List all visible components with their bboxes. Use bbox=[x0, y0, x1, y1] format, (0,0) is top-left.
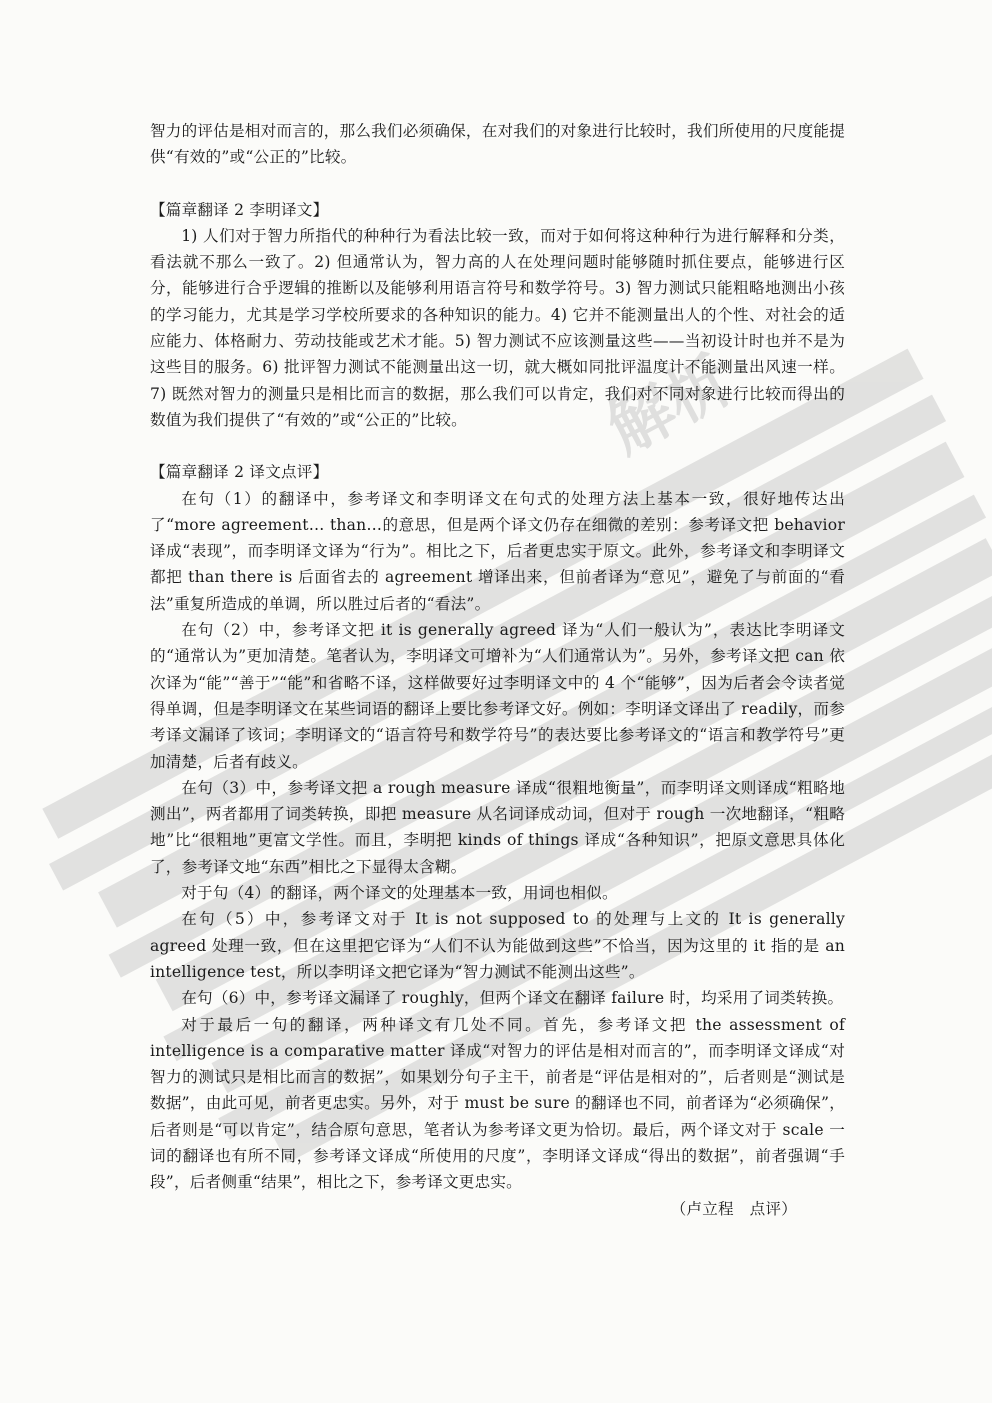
review-paragraph: 对于句（4）的翻译，两个译文的处理基本一致，用词也相似。 bbox=[181, 884, 618, 903]
review-paragraph: 在句（3）中，参考译文把 a rough measure 译成“很粗地衡量”，而李明译文则译成“粗略地测出”，两者都用了词类转换，即把 measure 从名词译成动词，但对于 rough 一次地翻译，“粗略地”比“很粗地”更富文学性。而且，李明把 kinds of things 译成“各种知识”，把原文意思具体化了，参考译文地“东西”相比之下显得太含糊。 bbox=[150, 778, 845, 876]
review-paragraph: 在句（5）中，参考译文对于 It is not supposed to 的处理与上文的 It is generally agreed 处理一致，但在这里把它译为“人们不认为能做到这些”不恰当，因为这里的 it 指的是 an intelligence test，所以李明译文把它译为“智力测试不能测出这些”。 bbox=[150, 910, 845, 981]
document-page bbox=[150, 118, 845, 1222]
watermark-text: 解析 bbox=[596, 342, 745, 469]
review-paragraph: 在句（6）中，参考译文漏译了 roughly，但两个译文在翻译 failure 时，均采用了词类转换。 bbox=[181, 989, 844, 1008]
review-signature: （卢立程 点评） bbox=[670, 1199, 797, 1218]
section-heading-translation-review: 【篇章翻译 2 译文点评】 bbox=[150, 463, 329, 482]
review-paragraph: 在句（2）中，参考译文把 it is generally agreed 译为“人们一般认为”，表达比李明译文的“通常认为”更加清楚。笔者认为，李明译文可增补为“人们通常认为”。另外，参考译文把 can 依次译为“能”“善于”“能”和省略不译，这样做要好过李明译文中的 4 个“能够”，因为后者会令读者觉得单调，但是李明译文在某些词语的翻译上要比参考译文好。例如：李明译文译出了 readily，而参考译文漏译了该词；李明译文的“语言符号和数学符号”的表达要比参考译文的“语言和教学符号”更加清楚，后者有歧义。 bbox=[150, 621, 845, 771]
intro-paragraph: 智力的评估是相对而言的，那么我们必须确保，在对我们的对象进行比较时，我们所使用的尺度能提供“有效的”或“公正的”比较。 bbox=[150, 122, 845, 167]
review-paragraph: 对于最后一句的翻译，两种译文有几处不同。首先，参考译文把 the assessment of intelligence is a comparative matter 译成“对智力的评估是相对而言的”，而李明译文译成“对智力的测试只是相比而言的数据”，如果划分句子主干，前者是“评估是相对的”，后者则是“测试是数据”，由此可见，前者更忠实。另外，对于 must be sure 的翻译也不同，前者译为“必须确保”，后者则是“可以肯定”，结合原句意思，笔者认为参考译文更为恰切。最后，两个译文对于 scale 一词的翻译也有所不同，参考译文译成“所使用的尺度”，李明译文译成“得出的数据”，前者强调“手段”，后者侧重“结果”，相比之下，参考译文更忠实。 bbox=[150, 1015, 845, 1192]
section-heading-li-ming-translation: 【篇章翻译 2 李明译文】 bbox=[150, 200, 329, 219]
li-ming-translation-text: 1) 人们对于智力所指代的种种行为看法比较一致，而对于如何将这种种行为进行解释和分类，看法就不那么一致了。2) 但通常认为，智力高的人在处理问题时能够随时抓住要点，能够进行区分，能够进行合乎逻辑的推断以及能够利用语言符号和数学符号。3) 智力测试只能粗略地测出小孩的学习能力，尤其是学习学校所要求的各种知识的能力。4) 它并不能测量出人的个性、对社会的适应能力、体格耐力、劳动技能或艺术才能。5) 智力测试不应该测量这些——当初设计时也并不是为这些目的服务。6) 批评智力测试不能测量出这一切，就大概如同批评温度计不能测量出风速一样。7) 既然对智力的测量只是相比而言的数据，那么我们可以肯定，我们对不同对象进行比较而得出的数值为我们提供了“有效的”或“公正的”比较。 bbox=[150, 226, 845, 429]
review-paragraph: 在句（1）的翻译中，参考译文和李明译文在句式的处理方法上基本一致，很好地传达出了“more agreement… than…的意思，但是两个译文仍存在细微的差别：参考译文把 behavior 译成“表现”，而李明译文译为“行为”。相比之下，后者更忠实于原文。此外，参考译文和李明译文都把 than there is 后面省去的 agreement 增译出来，但前者译为“意见”，避免了与前面的“看法”重复所造成的单调，所以胜过后者的“看法”。 bbox=[150, 489, 845, 613]
